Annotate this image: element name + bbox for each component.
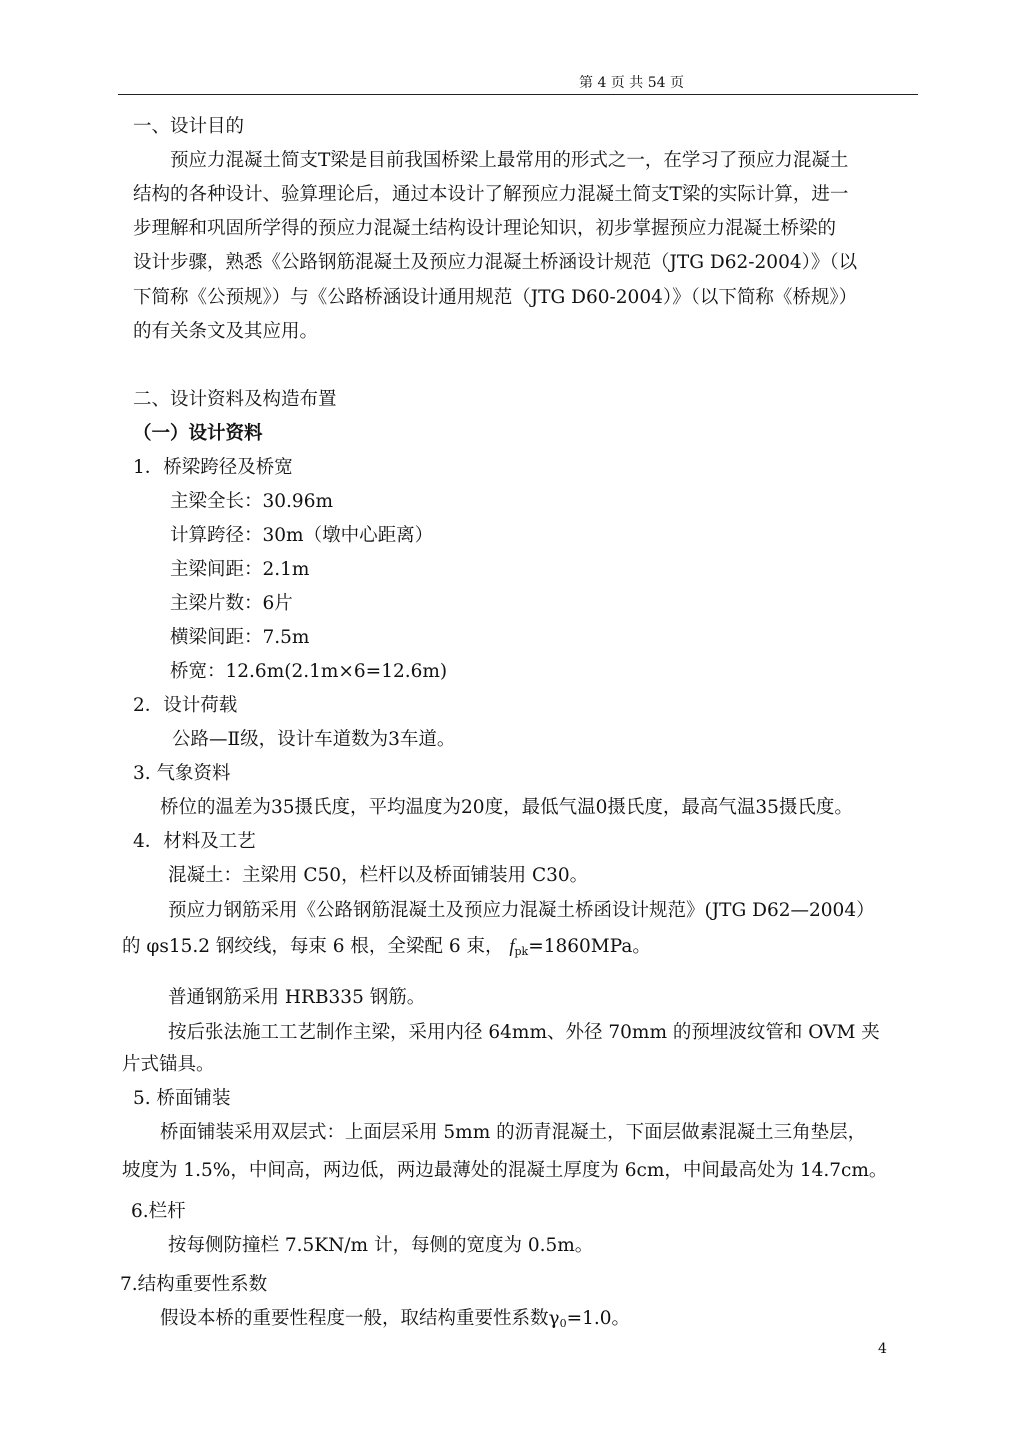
item1-line-2: 计算跨径：30m（墩中心距离） xyxy=(170,525,434,546)
item5-line2: 坡度为 1.5%，中间高，两边低，两边最薄处的混凝土厚度为 6cm，中间最高处为 14.7cm。 xyxy=(122,1160,888,1181)
item1-line-1: 主梁全长：30.96m xyxy=(170,491,334,512)
item1-line-6: 桥宽：12.6m(2.1m×6=12.6m) xyxy=(170,661,448,682)
item1-line-4: 主梁片数：6片 xyxy=(170,593,293,614)
item2-heading: 2．设计荷载 xyxy=(133,695,238,716)
item7-heading: 7.结构重要性系数 xyxy=(120,1274,268,1295)
section1-line-2: 结构的各种设计、验算理论后，通过本设计了解预应力混凝土简支T梁的实际计算，进一 xyxy=(133,184,849,205)
item4-rebar: 普通钢筋采用 HRB335 钢筋。 xyxy=(168,987,426,1008)
item4-concrete: 混凝土：主梁用 C50，栏杆以及桥面铺装用 C30。 xyxy=(168,865,589,886)
section2-title: 二、设计资料及构造布置 xyxy=(133,389,337,410)
prestress-text-a: 的 φs15.2 钢绞线，每束 6 根，全梁配 6 束， xyxy=(122,936,504,957)
section1-title: 一、设计目的 xyxy=(133,116,245,137)
item3-heading: 3. 气象资料 xyxy=(133,763,231,784)
item6-heading: 6.栏杆 xyxy=(131,1201,186,1222)
section1-line-5: 下简称《公预规》）与《公路桥涵设计通用规范（JTG D60-2004）》（以下简称《桥规》） xyxy=(133,287,858,308)
page-header xyxy=(118,72,918,95)
item2-text: 公路—Ⅱ级，设计车道数为3车道。 xyxy=(172,729,456,750)
header-page-info: 第 4 页 共 54 页 xyxy=(579,75,684,91)
item4-prestress-line1: 预应力钢筋采用《公路钢筋混凝土及预应力混凝土桥函设计规范》(JTG D62—2004） xyxy=(168,900,875,921)
item1-line-5: 横梁间距：7.5m xyxy=(170,627,310,648)
item4-heading: 4．材料及工艺 xyxy=(133,831,256,852)
section1-line-1: 预应力混凝土简支T梁是目前我国桥梁上最常用的形式之一，在学习了预应力混凝土 xyxy=(170,150,849,171)
prestress-text-b: =1860MPa。 xyxy=(528,936,651,957)
section1-line-4: 设计步骤，熟悉《公路钢筋混凝土及预应力混凝土桥涵设计规范（JTG D62-2004）》（以 xyxy=(133,252,858,273)
item4-process-line1: 按后张法施工工艺制作主梁，采用内径 64mm、外径 70mm 的预埋波纹管和 OVM 夹 xyxy=(168,1022,880,1043)
item7-text-a: 假设本桥的重要性程度一般，取结构重要性系数γ xyxy=(160,1308,560,1329)
item7-text xyxy=(160,1306,630,1337)
item5-line1: 桥面铺装采用双层式：上面层采用 5mm 的沥青混凝土，下面层做素混凝土三角垫层， xyxy=(160,1122,867,1143)
item7-gamma-subscript: 0 xyxy=(559,1317,567,1330)
item4-process-line2: 片式锚具。 xyxy=(122,1054,215,1075)
item7-text-b: =1.0。 xyxy=(566,1308,630,1329)
section2-subtitle: （一）设计资料 xyxy=(133,423,263,444)
section1-line-3: 步理解和巩固所学得的预应力混凝土结构设计理论知识，初步掌握预应力混凝土桥梁的 xyxy=(133,218,837,239)
item5-heading: 5. 桥面铺装 xyxy=(133,1088,231,1109)
item6-text: 按每侧防撞栏 7.5KN/m 计，每侧的宽度为 0.5m。 xyxy=(168,1235,594,1256)
page-number: 4 xyxy=(878,1341,887,1357)
prestress-f-symbol: f xyxy=(509,937,515,957)
section1-line-6: 的有关条文及其应用。 xyxy=(133,321,319,342)
item1-heading: 1．桥梁跨径及桥宽 xyxy=(133,457,293,478)
item4-prestress-line2 xyxy=(122,934,651,965)
prestress-f-subscript: pk xyxy=(514,945,529,958)
item1-line-3: 主梁间距：2.1m xyxy=(170,559,310,580)
item3-text: 桥位的温差为35摄氏度，平均温度为20度，最低气温0摄氏度，最高气温35摄氏度。 xyxy=(160,797,853,818)
